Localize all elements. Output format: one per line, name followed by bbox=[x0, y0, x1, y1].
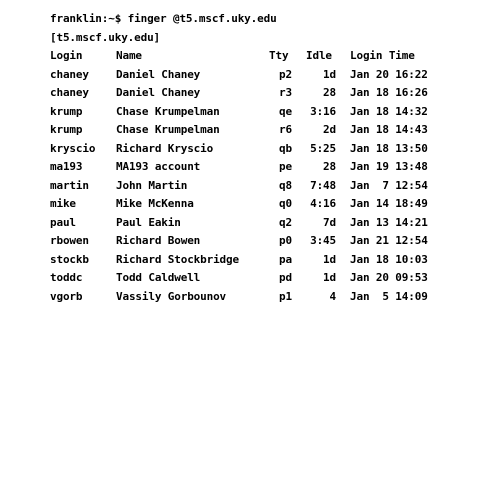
user-row bbox=[50, 103, 470, 122]
cell-login-time: Jan 20 16:22 bbox=[350, 67, 428, 81]
cell-tty: q0 bbox=[279, 197, 292, 210]
cell-login: mike bbox=[50, 197, 76, 210]
cell-login-time: Jan 18 13:50 bbox=[350, 141, 428, 155]
cell-idle: 1d bbox=[323, 67, 336, 81]
cell-login-time: Jan 5 14:09 bbox=[350, 289, 428, 303]
user-row bbox=[50, 66, 470, 85]
cell-login: ma193 bbox=[50, 160, 83, 173]
user-row bbox=[50, 195, 470, 214]
header-row bbox=[50, 47, 470, 66]
cell-tty: r6 bbox=[279, 123, 292, 136]
cell-idle: 28 bbox=[323, 160, 336, 173]
header-name: Name bbox=[116, 49, 142, 62]
cell-login-time: Jan 19 13:48 bbox=[350, 160, 428, 173]
cell-idle: 7d bbox=[323, 215, 336, 229]
cell-tty: qb bbox=[279, 141, 292, 155]
user-row bbox=[50, 251, 470, 270]
cell-login-time: Jan 13 14:21 bbox=[350, 215, 428, 229]
cell-tty: pa bbox=[279, 252, 292, 266]
cell-login: vgorb bbox=[50, 289, 83, 303]
cell-tty: p0 bbox=[279, 234, 292, 247]
cell-login: kryscio bbox=[50, 141, 96, 155]
header-idle: Idle bbox=[306, 49, 332, 62]
cell-idle: 7:48 bbox=[310, 178, 336, 192]
cell-idle: 28 bbox=[323, 86, 336, 99]
cell-login-time: Jan 21 12:54 bbox=[350, 234, 428, 247]
cell-login-time: Jan 20 09:53 bbox=[350, 271, 428, 284]
terminal-output bbox=[50, 10, 470, 306]
user-row bbox=[50, 269, 470, 288]
cell-login-time: Jan 7 12:54 bbox=[350, 178, 428, 192]
header-login: Login bbox=[50, 49, 83, 62]
cell-idle: 3:16 bbox=[310, 104, 336, 118]
command-line: franklin:~$ finger @t5.mscf.uky.edu bbox=[50, 12, 277, 25]
cell-name: Richard Kryscio bbox=[116, 141, 214, 155]
cell-name: Vassily Gorbounov bbox=[116, 289, 227, 303]
cell-login-time: Jan 18 10:03 bbox=[350, 252, 428, 266]
cell-idle: 1d bbox=[323, 271, 336, 284]
cell-name: Richard Stockbridge bbox=[116, 252, 239, 266]
user-list bbox=[50, 66, 470, 307]
cell-name: John Martin bbox=[116, 178, 188, 192]
user-row bbox=[50, 177, 470, 196]
cell-name: Todd Caldwell bbox=[116, 271, 201, 284]
cell-idle: 5:25 bbox=[310, 141, 336, 155]
cell-name: Paul Eakin bbox=[116, 215, 181, 229]
cell-idle: 4:16 bbox=[310, 197, 336, 210]
cell-name: Mike McKenna bbox=[116, 197, 194, 210]
user-row bbox=[50, 84, 470, 103]
cell-idle: 3:45 bbox=[310, 234, 336, 247]
cell-tty: p1 bbox=[279, 289, 292, 303]
cell-tty: q2 bbox=[279, 215, 292, 229]
cell-login-time: Jan 18 14:43 bbox=[350, 123, 428, 136]
cell-tty: pe bbox=[279, 160, 292, 173]
user-row bbox=[50, 158, 470, 177]
cell-name: Daniel Chaney bbox=[116, 67, 201, 81]
cell-login: rbowen bbox=[50, 234, 89, 247]
cell-login-time: Jan 18 16:26 bbox=[350, 86, 428, 99]
cell-login: toddc bbox=[50, 271, 83, 284]
cell-name: MA193 account bbox=[116, 160, 201, 173]
cell-tty: r3 bbox=[279, 86, 292, 99]
cell-tty: pd bbox=[279, 271, 292, 284]
header-tty: Tty bbox=[269, 49, 289, 62]
user-row bbox=[50, 140, 470, 159]
user-row bbox=[50, 288, 470, 307]
cell-tty: q8 bbox=[279, 178, 292, 192]
cell-login: chaney bbox=[50, 67, 89, 81]
cell-login: paul bbox=[50, 215, 76, 229]
cell-idle: 2d bbox=[323, 123, 336, 136]
cell-login: krump bbox=[50, 104, 83, 118]
host-line: [t5.mscf.uky.edu] bbox=[50, 30, 161, 44]
cell-name: Chase Krumpelman bbox=[116, 104, 220, 118]
cell-name: Daniel Chaney bbox=[116, 86, 201, 99]
cell-login-time: Jan 18 14:32 bbox=[350, 104, 428, 118]
cell-tty: p2 bbox=[279, 67, 292, 81]
cell-login: martin bbox=[50, 178, 89, 192]
cell-idle: 4 bbox=[329, 289, 336, 303]
cell-login: krump bbox=[50, 123, 83, 136]
user-row bbox=[50, 232, 470, 251]
cell-login: stockb bbox=[50, 252, 89, 266]
cell-tty: qe bbox=[279, 104, 292, 118]
user-row bbox=[50, 214, 470, 233]
cell-name: Chase Krumpelman bbox=[116, 123, 220, 136]
user-row bbox=[50, 121, 470, 140]
cell-login: chaney bbox=[50, 86, 89, 99]
cell-idle: 1d bbox=[323, 252, 336, 266]
cell-name: Richard Bowen bbox=[116, 234, 201, 247]
header-login-time: Login Time bbox=[350, 49, 415, 62]
cell-login-time: Jan 14 18:49 bbox=[350, 197, 428, 210]
